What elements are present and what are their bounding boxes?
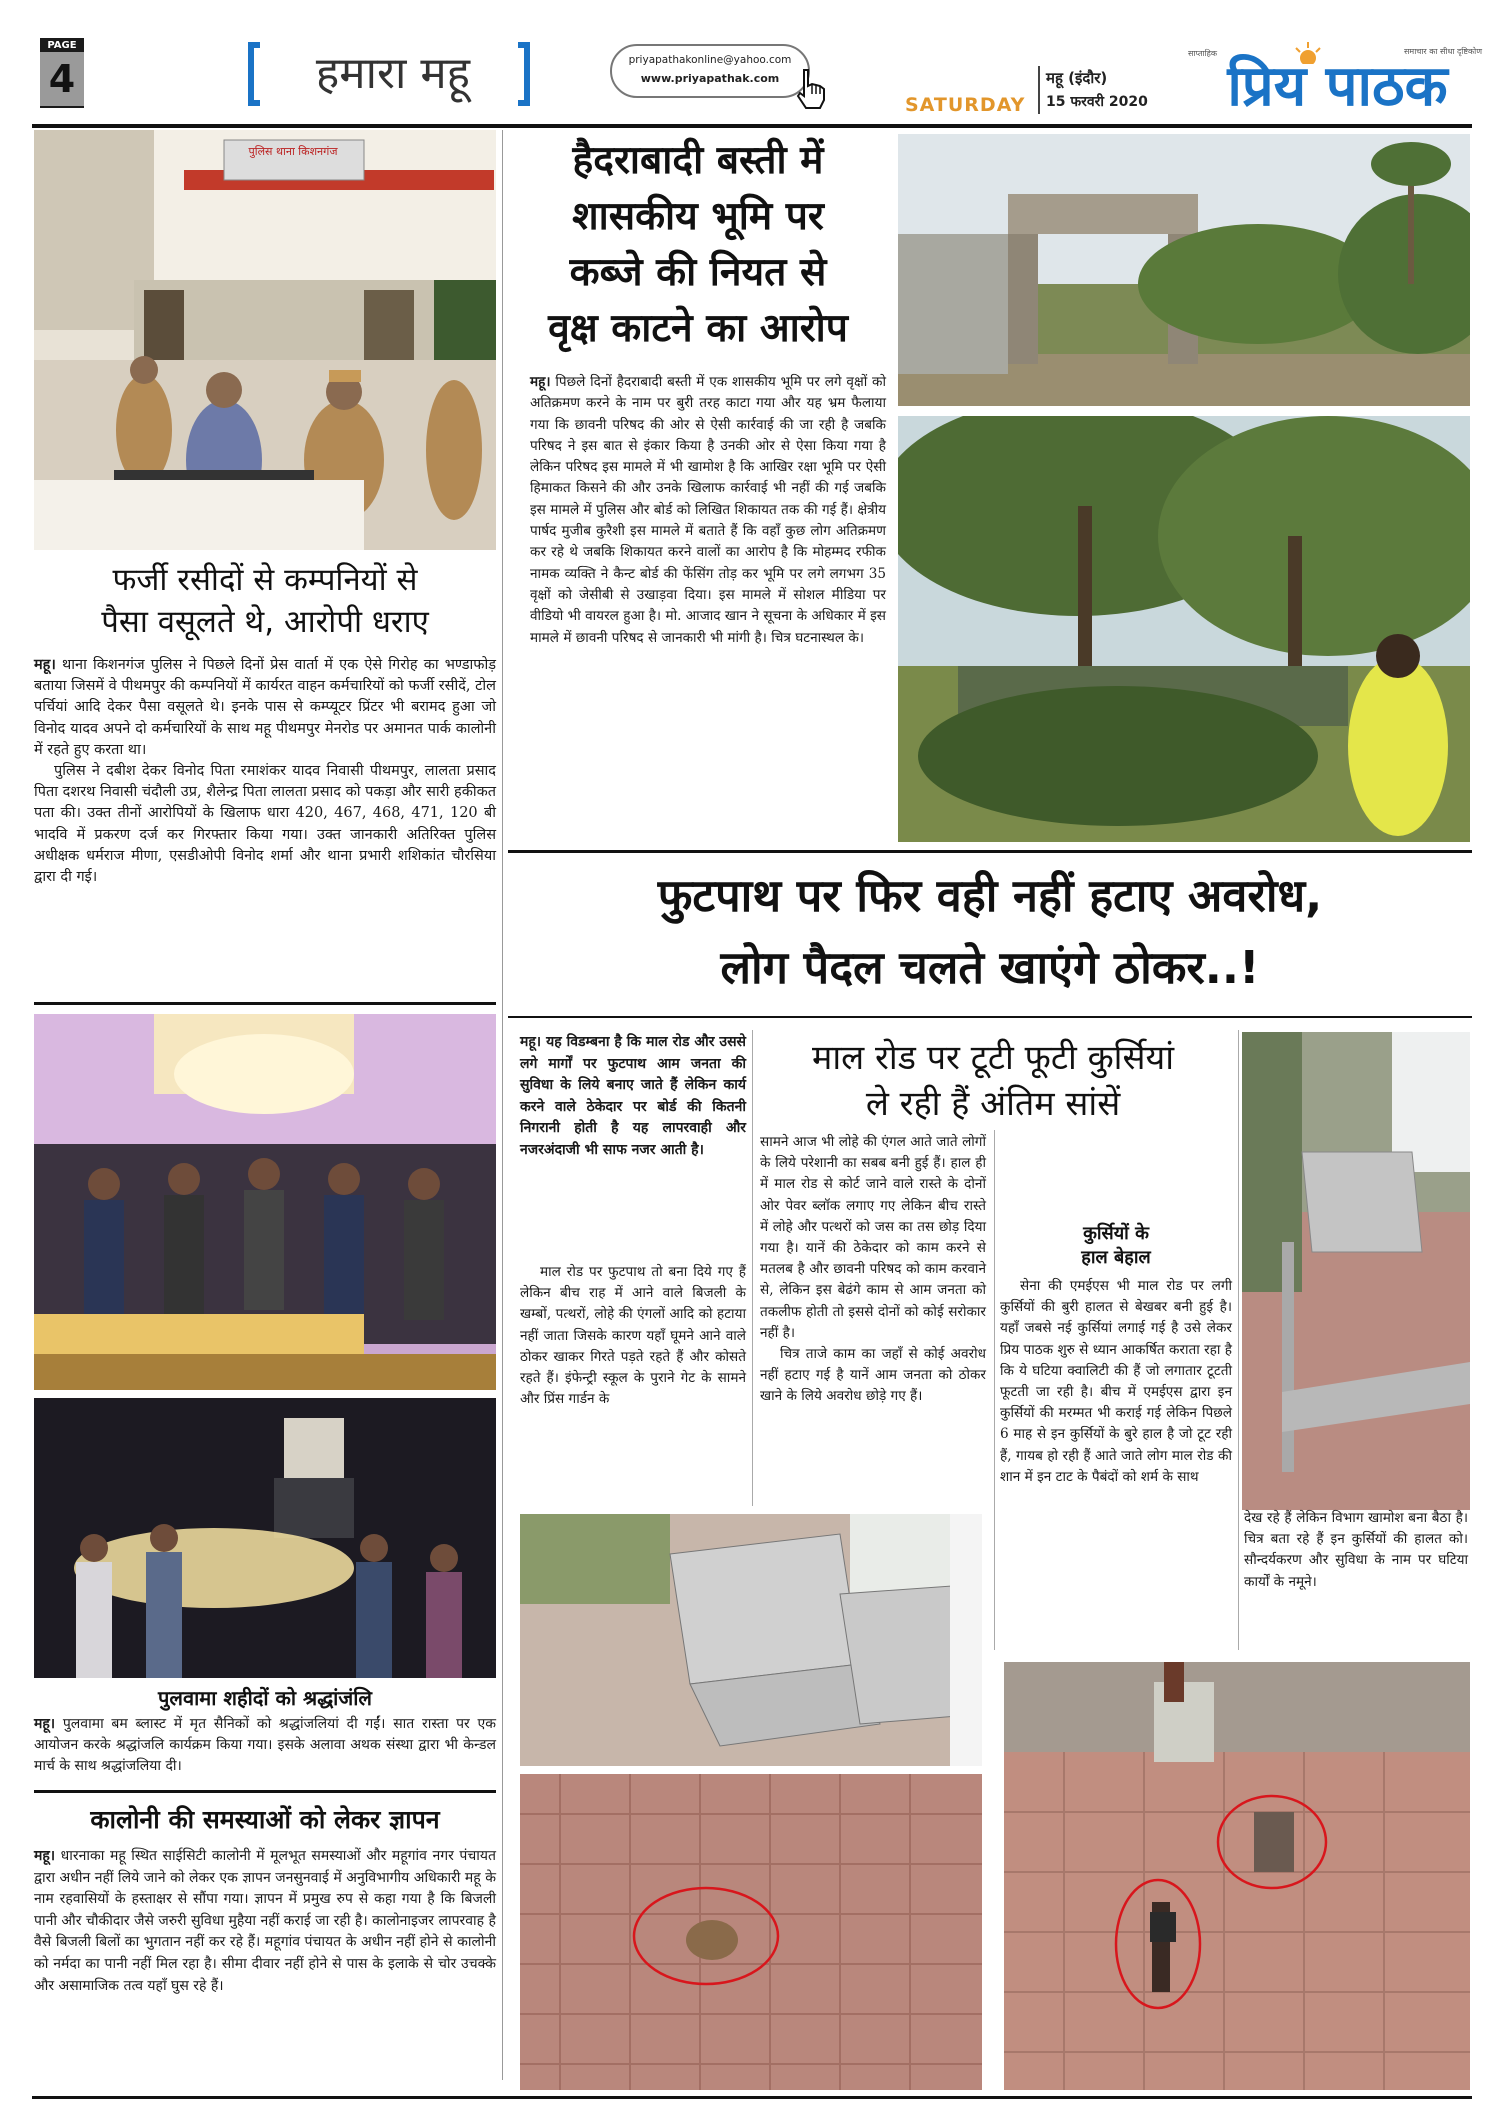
police-body [34, 654, 496, 888]
chairs-subhead-1: कुर्सियों के [1083, 1223, 1149, 1244]
section-title: हमारा महू [315, 48, 471, 99]
footpath-col1 [520, 1262, 746, 1410]
tree-headline-2: शासकीय भूमि पर [572, 194, 824, 239]
pulwama-body-text: पुलवामा बम ब्लास्ट में मृत सैनिकों को श्रद्धांजलियां दी गईं। सात रास्ता पर एक आयोजन करके श्रद्धांजलि कार्यक्रम किया गया। इसके अलावा अथक संस्था द्वारा भी केन्डल मार्च के साथ श्रद्धांजलिया दी। [34, 1716, 497, 1774]
police-photo-sign: पुलिस थाना किशनगंज [248, 145, 338, 158]
footpath-para-1: माल रोड पर फुटपाथ तो बना दिये गए हैं लेकिन बीच राह में आने वाले बिजली के खम्बों, पत्थरों, लोहे की एंगलों आदि को हटाया नहीं जाता जिसके कारण यहाँ घूमने आने वाले ठोकर खाकर गिरते पड़ते रहते हैं और कोसते रहते हैं। इंफेन्ट्री स्कूल के पुराने गेट के सामने और प्रिंस गार्डन के [520, 1264, 746, 1408]
contact-pill [610, 44, 810, 98]
police-para-2: पुलिस ने दबीश देकर विनोद पिता रमाशंकर यादव निवासी पीथमपुर, लालता प्रसाद पिता दशरथ निवासी चंदौली उप्र, शैलेन्द्र पिता लालता प्रसाद को पकड़ा और सारी हकीकत पता की। उक्त तीनों आरोपियों के खिलाफ धारा 420, 467, 468, 471, 120 बी भादवि में प्रकरण दर्ज कर गिरफ्तार किया गया। उक्त जानकारी अतिरिक्त पुलिस अधीक्षक धर्मराज मीणा, एसडीओपी विनोद शर्मा और थाना प्रभारी शशिकांत चौरसिया द्वारा दी गई। [34, 763, 496, 886]
footpath-para-3: चित्र ताजे काम का जहाँ से कोई अवरोध नहीं हटाए गई है यानें आम जनता को ठोकर खाने के लिये अवरोध छोड़े गए हैं। [760, 1346, 986, 1405]
colony-dateline: महू। [34, 1848, 56, 1864]
paper-name: प्रिय पाठक [1227, 54, 1448, 119]
gate-photo [898, 134, 1470, 406]
chairs-headline-1: माल रोड पर टूटी फूटी कुर्सियां [811, 1038, 1174, 1078]
chairs-subhead-2: हाल बेहाल [1081, 1247, 1151, 1268]
police-headline-1: फर्जी रसीदों से कम्पनियों से [112, 562, 418, 598]
footpath-para-2: सामने आज भी लोहे की एंगल आते जाते लोगों के लिये परेशानी का सबब बनी हुई हैं। हाल ही में माल रोड से कोर्ट जाने वाले रास्ते के दोनों ओर पेवर ब्लॉक लगाए गए लेकिन बीच रास्ते में लोहे और पत्थरों को जस का तस छोड़ दिया गया है। यानें की ठेकेदार को काम करने से मतलब है और छावनी परिषद को काम करवाने से, लेकिन इस बेढंगे काम से आम जनता को तकलीफ होती तो इससे दोनों को कोई सरोकार नहीं है। [760, 1134, 986, 1341]
left-column-rule-2 [34, 1790, 496, 1793]
tree-dateline: महू। [530, 374, 551, 390]
footpath-col-separator-1 [752, 1030, 753, 1506]
footpath-headline-2: लोग पैदल चलते खाएंगे ठोकर..! [720, 941, 1260, 994]
colony-body-text: धारनाका महू स्थित साईसिटी कालोनी में मूलभूत समस्याओं और महूगांव नगर पंचायत द्वारा अधीन नहीं लिये जाने को लेकर एक ज्ञापन जनसुनवाई में अनुविभागीय अधिकारी महू के नाम रहवासियों के हस्ताक्षर से सौंपा गया। ज्ञापन में प्रमुख रुप से कहा गया है कि बिजली पानी और चौकीदार जैसे जरुरी सुविधा मुहैया नहीं कराई जा रही है। कालोनाइजर लापरवाह है वैसे बिजली बिलों का भुगतान नहीं कर रहे हैं। महूगांव पंचायत के अधीन नहीं होने से कालोनी को नर्मदा का पानी नहीं मिल रहा है। सीमा दीवार नहीं होने से पास के इलाके से चोर उचक्के और असामाजिक तत्व यहाँ घुस रहे हैं। [34, 1848, 496, 1994]
masthead [0, 0, 1500, 125]
tree-headline-4: वृक्ष काटने का आरोप [548, 306, 848, 351]
page-number: 4 [40, 52, 84, 106]
email-text[interactable]: priyapathakonline@yahoo.com [628, 54, 792, 66]
footpath-col-separator-3 [1238, 1030, 1239, 1650]
masthead-rule [32, 124, 1472, 128]
night-tribute-photo [34, 1398, 496, 1678]
footpath-col-separator-2 [994, 1130, 995, 1650]
pointer-hand-icon [792, 66, 830, 110]
chairs-body-end [1244, 1508, 1468, 1593]
tree-body-text: पिछले दिनों हैदराबादी बस्ती में एक शासकीय भूमि पर लगे वृक्षों को अतिक्रमण करने के नाम पर बुरी तरह काटा गया और यह भ्रम फैलाया गया कि छावनी परिषद की ओर से ऐसी कार्रवाई की जा रही है जबकि परिषद ने इस बात से इंकार किया है उनकी ओर से ऐसा किया गया है लेकिन परिषद इस मामले में भी खामोश है कि आखिर रक्षा भूमि पर ऐसी हिमाकत किसने की और उनके खिलाफ कार्रवाई भी नहीं की गई जबकि इस मामले में पुलिस और बोर्ड को लिखित शिकायत तक की गई हैं। क्षेत्रीय पार्षद मुजीब कुरैशी इस मामले में बताते हैं कि वहाँ कुछ लोग अतिक्रमण कर रहे थे जबकि शिकायत करने वालों का आरोप है कि मोहम्मद रफीक नामक व्यक्ति ने कैन्ट बोर्ड की फेंसिंग तोड़ कर भूमि पर लगे लगभग 35 वृक्षों को जेसीबी से उखाड़वा दिया। इस मामले में सोशल मीडिया पर वीडियो भी वायरल हुआ है। मो. आजाद खान ने सूचना के अधिकार में इस मामले में छावनी परिषद से जानकारी भी मांगी है। चित्र घटनास्थल के। [530, 374, 886, 646]
footpath-top-rule [508, 850, 1472, 853]
section-bracket-right-icon [518, 42, 530, 106]
section-bracket-left-icon [248, 42, 260, 106]
paper-tagline: समाचार का सीधा दृष्टिकोण [1404, 47, 1482, 56]
left-column-separator [502, 130, 503, 2080]
day-text: SATURDAY [905, 94, 1026, 116]
pulwama-body [34, 1714, 496, 1776]
page-number-box [40, 38, 84, 108]
steel-benches-photo [520, 1514, 982, 1766]
date-text: 15 फरवरी 2020 [1046, 94, 1148, 110]
tree-headline-3: कब्जे की नियत से [569, 250, 827, 295]
tree-headline-1: हैदराबादी बस्ती में [572, 138, 824, 183]
pulwama-headline: पुलवामा शहीदों को श्रद्धांजंलि [158, 1686, 372, 1710]
police-dateline: महू। [34, 656, 56, 673]
footpath-bottom-rule [508, 1016, 1472, 1018]
pulwama-dateline: महू। [34, 1716, 56, 1732]
angle-iron-photo [1004, 1662, 1470, 2090]
website-text[interactable]: www.priyapathak.com [640, 72, 780, 85]
chairs-headline-2: ले रही हैं अंतिम सांसें [865, 1084, 1121, 1124]
city-text: महू (इंदौर) [1046, 69, 1108, 87]
chairs-body-text: सेना की एमईएस भी माल रोड पर लगी कुर्सियों की बुरी हालत से बेखबर बनी हुई है। यहाँ जबसे नई कुर्सियां लगाई गई है उसे लेकर प्रिय पाठक शुरु से ध्यान आकर्षित कराता रहा है कि ये घटिया क्वालिटी की हैं जो लगातार टूटती फूटती जा रही है। बीच में एमईएस द्वारा इन कुर्सियों की मरम्मत भी कराई गई लेकिन पिछले 6 माह से इन कुर्सियों के बुरे हाल है जो टूट रही हैं, गायब हो रही हैं आते जाते लोग माल रोड की शान में इन टाट के पैबंदों को शर्म के साथ [1000, 1278, 1232, 1485]
tree-body [530, 372, 886, 649]
paver-stone-photo [520, 1774, 982, 2090]
date-divider [1038, 66, 1040, 114]
police-headline-2: पैसा वसूलते थे, आरोपी धराए [101, 604, 429, 640]
footpath-col2 [760, 1132, 986, 1408]
broken-chair-photo [1242, 1032, 1470, 1510]
candle-tribute-photo [34, 1014, 496, 1390]
chairs-body-end-text: देख रहे हैं लेकिन विभाग खामोश बना बैठा है। चित्र बता रहे हैं इन कुर्सियों की हालत को। सौन्दर्यकरण और सुविधा के नाम पर घटिया कार्यों के नमूने। [1244, 1510, 1468, 1590]
left-column-rule-1 [34, 1002, 496, 1005]
paper-small-label: साप्ताहिक [1188, 49, 1218, 58]
footpath-lead-dateline: महू। [520, 1034, 542, 1050]
page-bottom-rule [32, 2096, 1472, 2099]
footpath-headline-1: फुटपाथ पर फिर वही नहीं हटाए अवरोध, [657, 869, 1323, 922]
chairs-body [1000, 1276, 1232, 1488]
footpath-lead [520, 1032, 746, 1161]
colony-headline: कालोनी की समस्याओं को लेकर ज्ञापन [90, 1805, 440, 1834]
police-para-1: थाना किशनगंज पुलिस ने पिछले दिनों प्रेस वार्ता में एक ऐसे गिरोह का भण्डाफोड़ बताया जिसमें वे पीथमपुर की कम्पनियों में कार्यरत वाहन कर्मचारियों को फर्जी रसीदें, टोल पर्चियां आदि देकर पैसा वसूलते थे। इनके पास से कम्प्यूटर प्रिंटर भी बरामद हुआ जो विनोद यादव अपने दो कर्मचारियों के साथ महू पीथमपुर मेनरोड पर अमानत पार्क कालोनी में रहते हुए करता था। [34, 657, 497, 758]
colony-body [34, 1846, 496, 1997]
footpath-lead-text: यह विडम्बना है कि माल रोड और उससे लगे मार्गों पर फुटपाथ आम जनता की सुविधा के लिये बनाए जाते हैं लेकिन कार्य करने वाले ठेकेदार पर बोर्ड की कितनी निगरानी होती है यह लापरवाही और नजरअंदाजी भी साफ नजर आती है। [520, 1034, 746, 1158]
page-label: PAGE [47, 40, 77, 51]
crowd-trees-photo [898, 416, 1470, 842]
police-press-photo [34, 130, 496, 550]
